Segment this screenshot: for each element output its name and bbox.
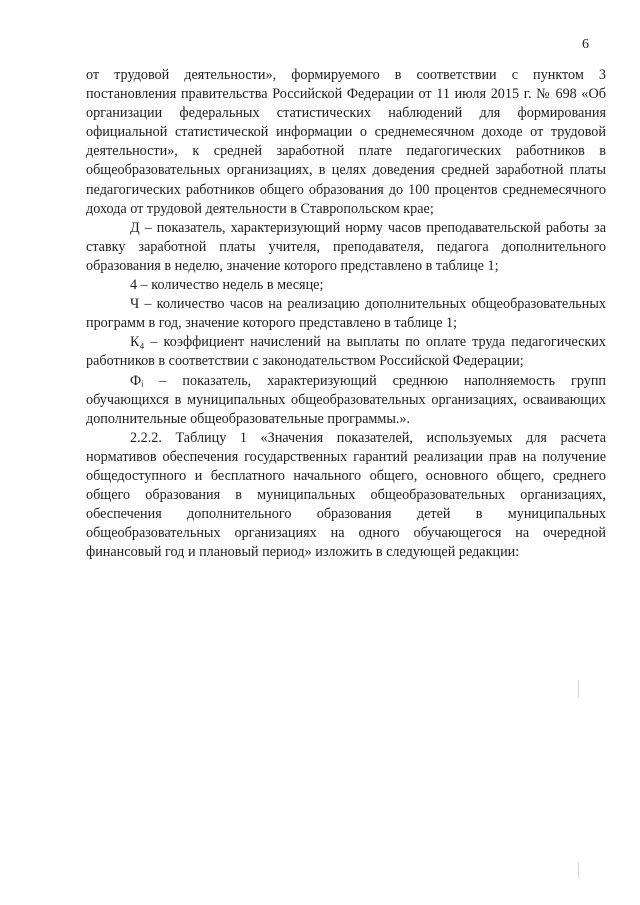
scan-artifact-line-lower (578, 862, 579, 878)
paragraph-ch-definition: Ч – количество часов на реализацию дополнительных общеобразовательных программ в год, значение которого представлено в таблице 1; (86, 296, 606, 332)
paragraph-d-definition: Д – показатель, характеризующий норму часов преподавательской работы за ставку заработной платы учителя, преподавателя, педагога дополнительного образования в неделю, значение которого представлено в таблице 1; (86, 219, 606, 274)
page-number: 6 (582, 37, 589, 52)
document-body (86, 66, 606, 562)
paragraph-weeks-definition: 4 – количество недель в месяце; (130, 277, 324, 294)
paragraph-table-amendment: 2.2.2. Таблицу 1 «Значения показателей, используемых для расчета нормативов обеспечения государственных гарантий реализации прав на получение общедоступного и бесплатного начального общего, основного общего, среднего общего образования в муниципальных общеобразовательных организациях, обеспечения дополнительного образования детей в муниципальных общеобразовательных организациях на одного обучающегося на очередной финансовый год и плановый период» изложить в следующей редакции: (86, 429, 606, 561)
scan-artifact-line-upper (578, 680, 579, 698)
paragraph-fi-definition: Фᵢ – показатель, характеризующий среднюю наполняемость групп обучающихся в муниципальных общеобразовательных организациях, осваивающих дополнительные общеобразовательные программы.». (86, 372, 606, 427)
paragraph-continuation: от трудовой деятельности», формируемого в соответствии с пунктом 3 постановления правительства Российской Федерации от 11 июля 2015 г. № 698 «Об организации федеральных статистических наблюдений для формирования официальной статистической информации о среднемесячном доходе от трудовой деятельности», к средней заработной плате педагогических работников в общеобразовательных организациях, в целях доведения средней заработной платы педагогических работников общего образования до 100 процентов среднемесячного дохода от трудовой деятельности в Ставропольском крае; (86, 67, 606, 217)
paragraph-k4-definition: К₄ – коэффициент начислений на выплаты по оплате труда педагогических работников в соответствии с законодательством Российской Федерации; (86, 334, 606, 370)
